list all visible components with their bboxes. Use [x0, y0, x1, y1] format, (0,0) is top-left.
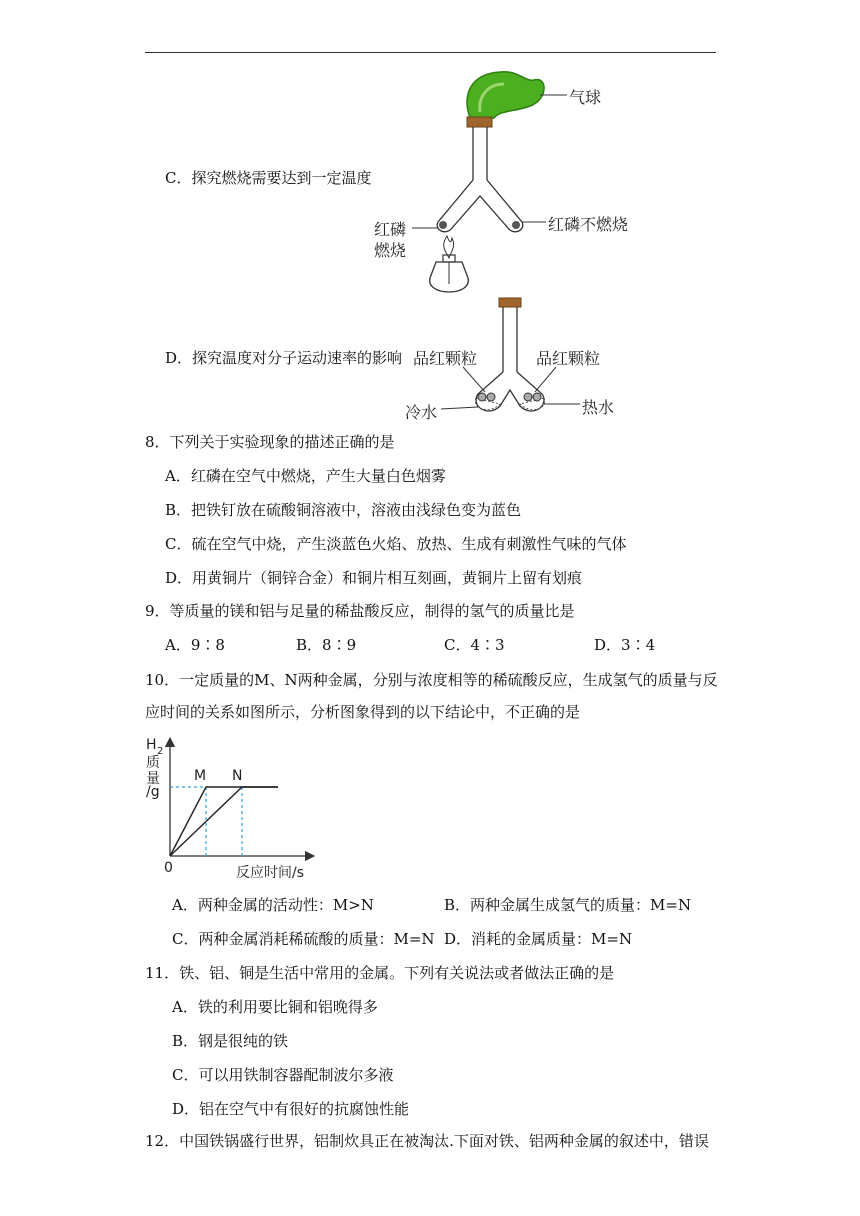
- q8-option-a: A．红磷在空气中燃烧，产生大量白色烟雾: [165, 467, 446, 485]
- y-axis-label-h: H: [146, 737, 157, 753]
- q10-stem-line2: 应时间的关系如图所示，分析图象得到的以下结论中，不正确的是: [145, 703, 581, 721]
- graph-origin: 0: [164, 860, 173, 876]
- y-axis-label-unit: /g: [146, 784, 160, 800]
- series-line-m: [170, 787, 278, 856]
- label-dye-right: 品红颗粒: [536, 349, 601, 368]
- q11-option-b: B．钢是很纯的铁: [172, 1032, 289, 1050]
- label-burn-1: 红磷: [374, 220, 407, 239]
- q10-option-d: D．消耗的金属质量：M=N: [444, 930, 633, 948]
- y-axis-label-liang: 量: [146, 771, 160, 787]
- q8-stem: 8．下列关于实验现象的描述正确的是: [145, 433, 395, 451]
- q9-option-d: D．3∶4: [594, 636, 656, 654]
- series-label-m: M: [194, 768, 207, 784]
- q9-option-a: A．9∶8: [165, 636, 225, 654]
- label-hot-water: 热水: [582, 398, 615, 417]
- label-burn-2: 燃烧: [374, 241, 407, 260]
- q8-option-d: D．用黄铜片（铜锌合金）和铜片相互刻画，黄铜片上留有划痕: [165, 569, 583, 587]
- q11-option-a: A．铁的利用要比铜和铝晚得多: [172, 998, 378, 1016]
- series-label-n: N: [232, 768, 243, 784]
- label-balloon: 气球: [569, 88, 602, 107]
- q11-stem: 11．铁、铝、铜是生活中常用的金属。下列有关说法或者做法正确的是: [145, 964, 615, 982]
- q9-stem: 9．等质量的镁和铝与足量的稀盐酸反应，制得的氢气的质量比是: [145, 602, 575, 620]
- q11-option-d: D．铝在空气中有很好的抗腐蚀性能: [172, 1100, 410, 1118]
- q8-option-b: B．把铁钉放在硫酸铜溶液中，溶液由浅绿色变为蓝色: [165, 501, 522, 519]
- q7-option-d: D．探究温度对分子运动速率的影响: [165, 349, 403, 367]
- q10-option-b: B．两种金属生成氢气的质量：M=N: [444, 896, 692, 914]
- q10-stem-line1: 10．一定质量的M、N两种金属，分别与浓度相等的稀硫酸反应，生成氢气的质量与反: [145, 671, 718, 689]
- y-axis-label-zhi: 质: [146, 755, 160, 771]
- series-line-n: [170, 787, 278, 856]
- q8-option-c: C．硫在空气中烧，产生淡蓝色火焰、放热、生成有刺激性气味的气体: [165, 535, 627, 553]
- y-axis-label-sub: 2: [157, 746, 164, 757]
- q7-option-c: C．探究燃烧需要达到一定温度: [165, 169, 372, 187]
- x-axis-label: 反应时间/s: [236, 865, 305, 881]
- label-no-burn: 红磷不燃烧: [548, 215, 629, 234]
- label-dye-left: 品红颗粒: [413, 349, 478, 368]
- q9-option-b: B．8∶9: [296, 636, 357, 654]
- q10-option-c: C．两种金属消耗稀硫酸的质量：M=N: [172, 930, 435, 948]
- label-cold-water: 冷水: [405, 403, 438, 422]
- q10-option-a: A．两种金属的活动性：M>N: [172, 896, 374, 914]
- q9-option-c: C．4∶3: [444, 636, 505, 654]
- q12-stem: 12．中国铁锅盛行世界，铝制炊具正在被淘汰.下面对铁、铝两种金属的叙述中，错误: [145, 1132, 709, 1150]
- q11-option-c: C．可以用铁制容器配制波尔多液: [172, 1066, 394, 1084]
